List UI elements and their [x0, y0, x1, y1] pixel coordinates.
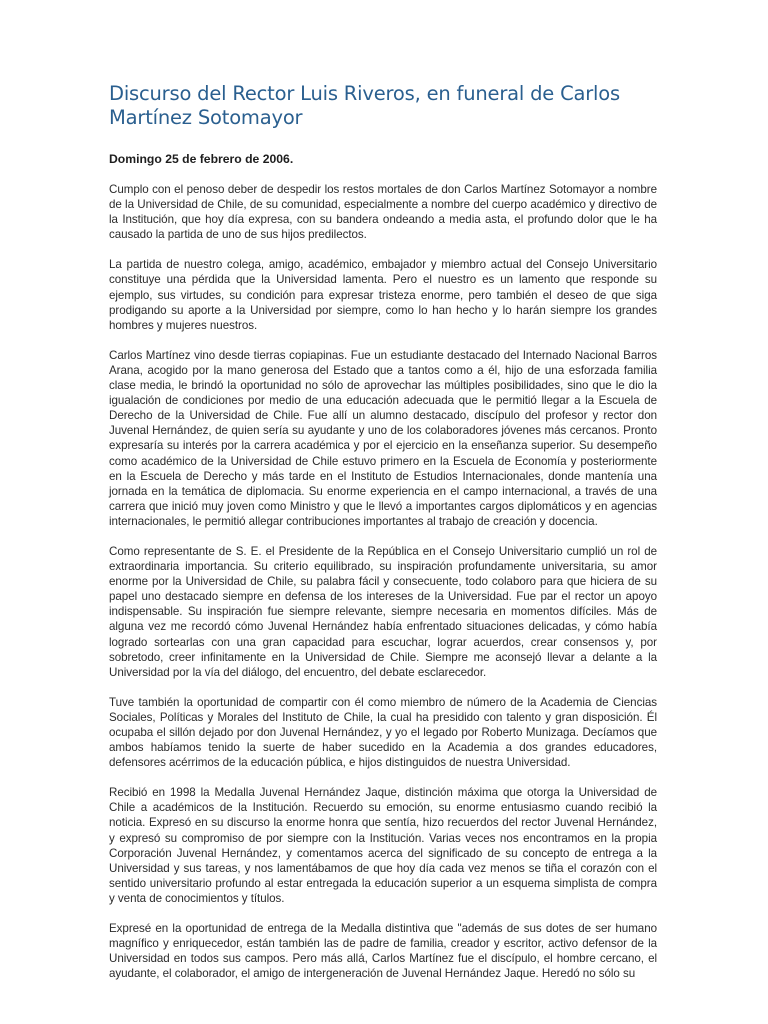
document-date: Domingo 25 de febrero de 2006.: [109, 152, 294, 166]
paragraph-4: Como representante de S. E. el Presidente de la República en el Consejo Universitario cumplió un rol de extraordinaria importancia. Su criterio equilibrado, su inspiración profundamente universitaria, su amor enorme por la Universidad de Chile, su palabra fácil y consecuente, todo colaboro para que hiciera de su papel uno destacado siempre en defensa de los intereses de la Universidad. Fue par el rector un apoyo indispensable. Su inspiración fue siempre relevante, siempre necesaria en momentos difíciles. Más de alguna vez me recordó cómo Juvenal Hernández había enfrentado situaciones delicadas, y cómo había logrado sortearlas con una gran capacidad para escuchar, lograr acuerdos, crear consensos y, por sobretodo, creer infinitamente en la Universidad de Chile. Siempre me aconsejó llevar a delante a la Universidad por la vía del diálogo, del encuentro, del debate esclarecedor.: [109, 544, 657, 679]
document-page: [109, 82, 657, 996]
paragraph-7: Expresé en la oportunidad de entrega de la Medalla distintiva que "además de sus dotes de ser humano magnífico y enriquecedor, están también las de padre de familia, creador y escritor, activo defensor de la Universidad en todos sus campos. Pero más allá, Carlos Martínez fue el discípulo, el hombre cercano, el ayudante, el colaborador, el amigo de intergeneración de Juvenal Hernández Jaque. Heredó no sólo su: [109, 922, 657, 981]
paragraph-3: Carlos Martínez vino desde tierras copiapinas. Fue un estudiante destacado del Internado Nacional Barros Arana, acogido por la mano generosa del Estado que a tantos como a él, hijo de una esforzada familia clase media, le brindó la oportunidad no sólo de aprovechar las múltiples posibilidades, sino que le dio la igualación de condiciones por medio de una educación adecuada que le permitió llegar a la Escuela de Derecho de la Universidad de Chile. Fue allí un alumno destacado, discípulo del profesor y rector don Juvenal Hernández, de quien sería su ayudante y uno de los colaboradores jóvenes más cercanos. Pronto expresaría su interés por la carrera académica y por el ejercicio en la enseñanza superior. Su desempeño como académico de la Universidad de Chile estuvo primero en la Escuela de Economía y posteriormente en la Escuela de Derecho y más tarde en el Instituto de Estudios Internacionales, donde mantenía una jornada en la temática de diplomacia. Su enorme experiencia en el campo internacional, a través de una carrera que inició muy joven como Ministro y que le llevó a importantes cargos diplomáticos y en agencias internacionales, le permitió allegar contribuciones importantes al trabajo de creación y docencia.: [109, 348, 657, 528]
paragraph-2: La partida de nuestro colega, amigo, académico, embajador y miembro actual del Consejo Universitario constituye una pérdida que la Universidad lamenta. Pero el nuestro es un lamento que responde su ejemplo, sus virtudes, su condición para expresar tristeza enorme, pero también el deseo de que siga prodigando su aporte a la Universidad por siempre, como lo han hecho y lo harán siempre los grandes hombres y mujeres nuestros.: [109, 258, 657, 332]
paragraph-1: Cumplo con el penoso deber de despedir los restos mortales de don Carlos Martínez Sotomayor a nombre de la Universidad de Chile, de su comunidad, especialmente a nombre del cuerpo académico y directivo de la Institución, que hoy día expresa, con su bandera ondeando a media asta, el profundo dolor que le ha causado la partida de uno de sus hijos predilectos.: [109, 183, 657, 242]
document-title: Discurso del Rector Luis Riveros, en funeral de Carlos Martínez Sotomayor: [109, 82, 620, 129]
paragraph-6: Recibió en 1998 la Medalla Juvenal Hernández Jaque, distinción máxima que otorga la Universidad de Chile a académicos de la Institución. Recuerdo su emoción, su enorme entusiasmo cuando recibió la noticia. Expresó en su discurso la enorme honra que sentía, hizo recuerdos del rector Juvenal Hernández, y expresó su compromiso de por siempre con la Institución. Varias veces nos encontramos en la propia Corporación Juvenal Hernández, y comentamos acerca del significado de su concepto de entrega a la Universidad y sus tareas, y nos lamentábamos de que hoy día cada vez menos se tiña el corazón con el sentido universitario profundo al estar entregada la educación superior a un esquema simplista de compra y venta de conocimientos y títulos.: [109, 786, 657, 905]
paragraph-5: Tuve también la oportunidad de compartir con él como miembro de número de la Academia de Ciencias Sociales, Políticas y Morales del Instituto de Chile, la cual ha presidido con talento y gran disposición. Él ocupaba el sillón dejado por don Juvenal Hernández, y yo el legado por Roberto Munizaga. Decíamos que ambos habíamos tenido la suerte de haber sucedido en la Academia a dos grandes educadores, defensores acérrimos de la educación pública, e hijos distinguidos de nuestra Universidad.: [109, 695, 657, 770]
